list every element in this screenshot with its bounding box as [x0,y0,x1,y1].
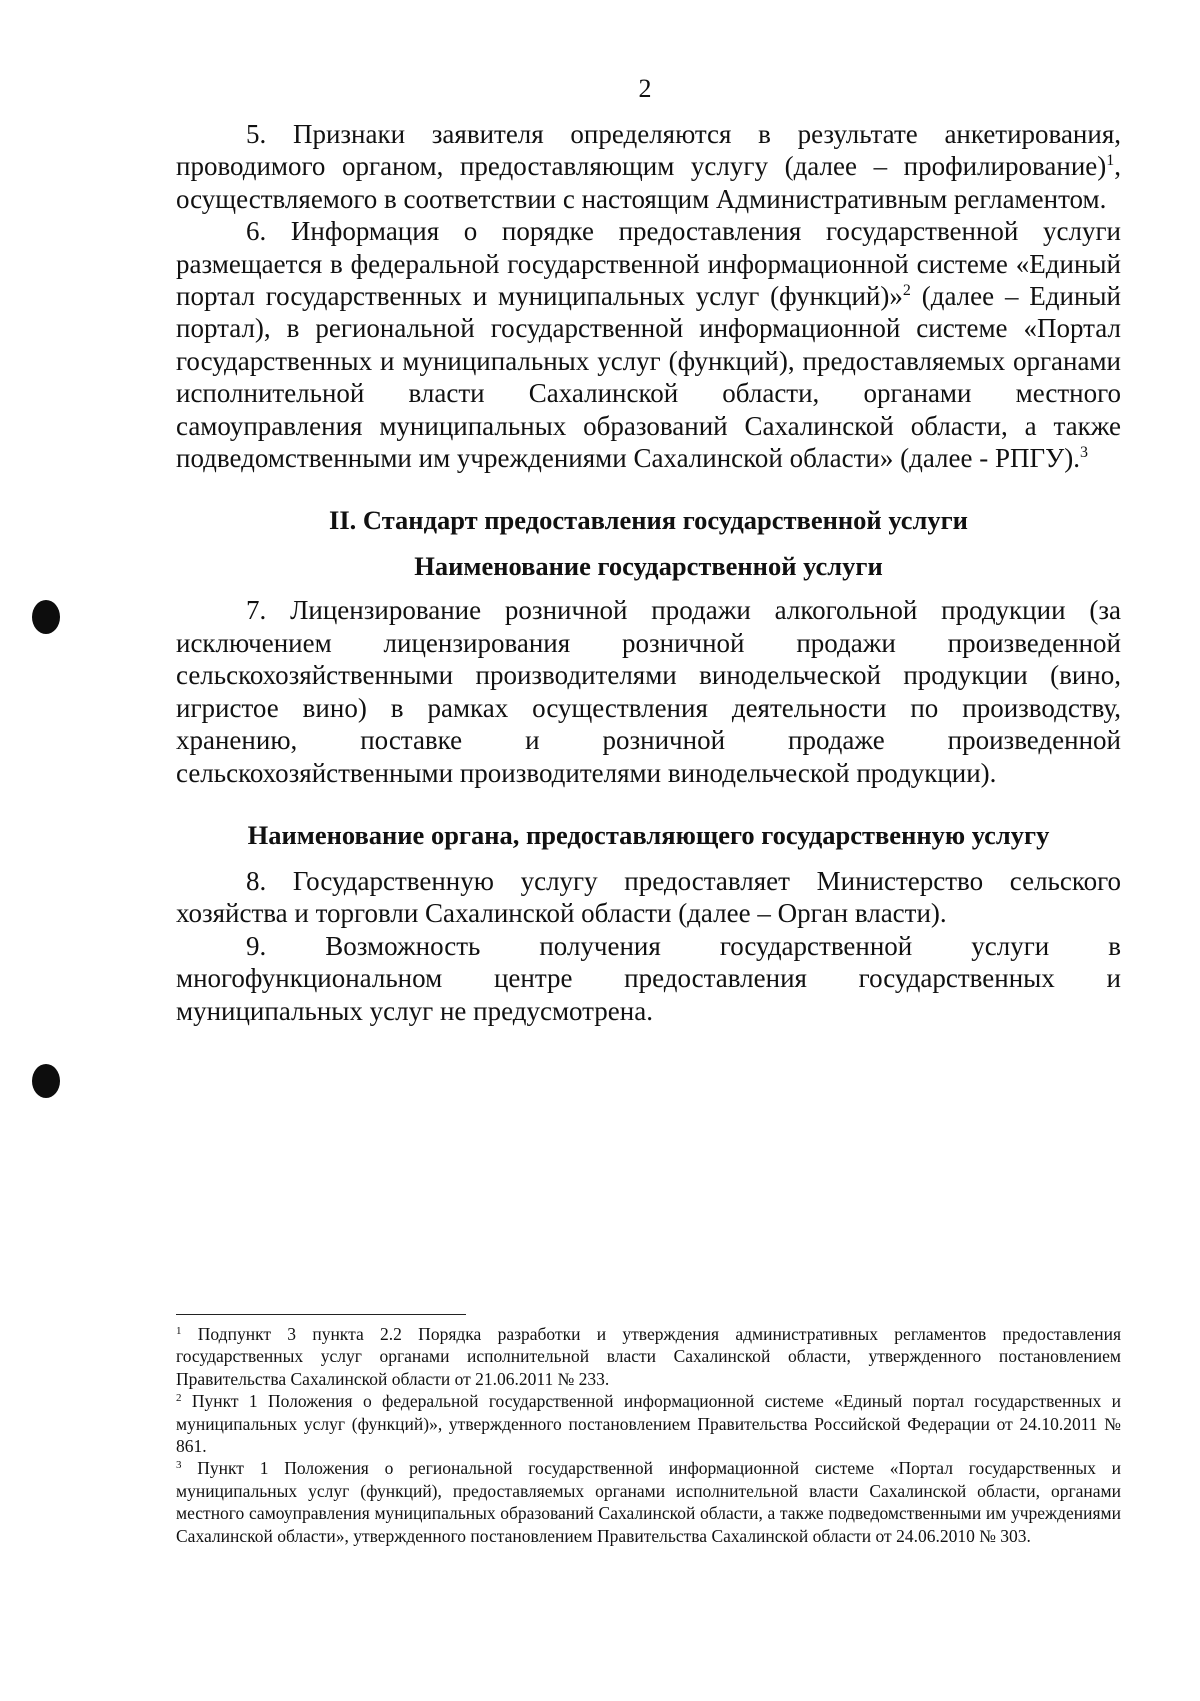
page-number: 2 [638,74,652,103]
paragraph-8: 8. Государственную услугу предоставляет Министерство сельского хозяйства и торговли Сахалинской области (далее – Орган власти). [176,865,1121,929]
service-name-heading: Наименование государственной услуги [414,551,883,582]
footnote-text: Пункт 1 Положения о региональной государственной информационной системе «Портал государственных и муниципальных услуг (функций), предоставляемых органами исполнительной власти Сахалинской области, органами местного самоуправления муниципальных образований Сахалинской области, а также подведомственными им учреждениями Сахалинской области», утвержденного постановлением Правительства Сахалинской области от 24.06.2010 № 303. [176,1458,1121,1546]
paragraph-6-middle: (далее – Единый портал), в региональной государственной информационной системе «Портал государственных и муниципальных услуг (функций), предоставляемых органами исполнительной власти Сахалинской области, органами местного самоуправления муниципальных образований Сахалинской области, а также подведомственными им учреждениями Сахалинской области» (далее - РПГУ). [176,281,1122,474]
paragraph-6 [176,215,1121,474]
punch-hole [32,1064,60,1098]
punch-hole [32,600,60,634]
footnote-text: Подпункт 3 пункта 2.2 Порядка разработки и утверждения административных регламентов предоставления государственных услуг органами исполнительной власти Сахалинской области, утвержденного постановлением Правительства Сахалинской области от 21.06.2011 № 233. [176,1324,1121,1389]
footnotes-section [176,1314,1121,1547]
footnote-ref-3: 3 [1079,444,1088,462]
footnote-1 [176,1323,1121,1390]
footnote-2 [176,1390,1121,1457]
footnote-ref-2: 2 [902,282,911,300]
section-heading: II. Стандарт предоставления государственной услуги [329,505,968,536]
paragraph-9: 9. Возможность получения государственной услуги в многофункциональном центре предоставления государственных и муниципальных услуг не предусмотрена. [176,930,1121,1026]
organ-name-heading: Наименование органа, предоставляющего государственную услугу [247,819,1050,850]
paragraph-5-text: 5. Признаки заявителя определяются в результате анкетирования, проводимого органом, предоставляющим услугу (далее – профилирование) [176,119,1121,182]
paragraph-6-text: 6. Информация о порядке предоставления государственной услуги размещается в федеральной государственной информационной системе «Единый портал государственных и муниципальных услуг (функций)» [176,216,1121,312]
footnote-3 [176,1457,1121,1547]
footnote-text: Пункт 1 Положения о федеральной государственной информационной системе «Единый портал государственных и муниципальных услуг (функций)», утвержденного постановлением Правительства Российской Федерации от 24.10.2011 № 861. [176,1391,1121,1457]
footnote-mark: 2 [176,1392,182,1405]
footnote-separator [176,1314,466,1315]
paragraph-7: 7. Лицензирование розничной продажи алкогольной продукции (за исключением лицензирования розничной продажи произведенной сельскохозяйственными производителями винодельческой продукции (вино, игристое вино) в рамках осуществления деятельности по производству, хранению, поставке и розничной продаже произведенной сельскохозяйственными производителями винодельческой продукции). [176,595,1121,788]
footnote-mark: 1 [176,1325,182,1337]
footnote-ref-1: 1 [1106,152,1115,170]
paragraph-5 [176,118,1121,215]
document-body [176,118,1121,1027]
footnote-mark: 3 [176,1459,182,1472]
paragraph-5-tail: , осуществляемого в соответствии с настоящим Административным регламентом. [176,151,1121,214]
